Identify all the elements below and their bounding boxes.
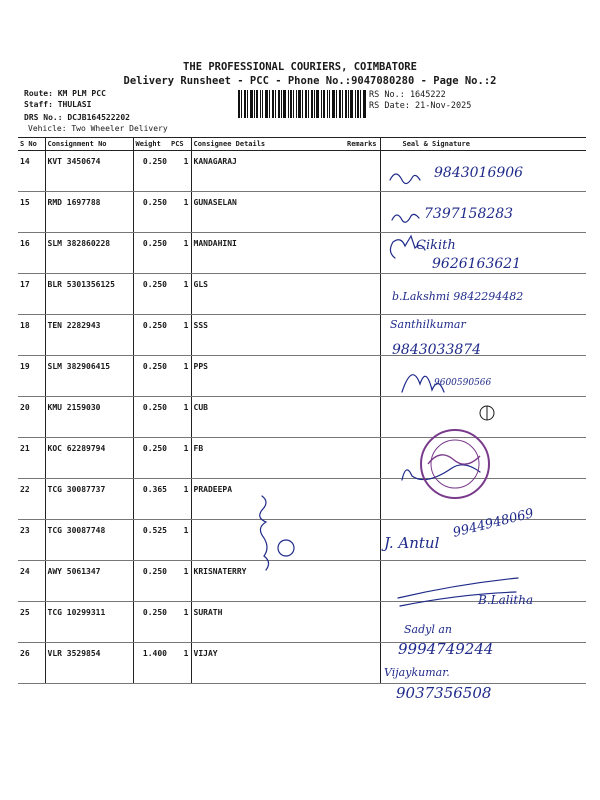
cell-sno: 18 [18, 315, 45, 356]
cell-consignee: PRADEEPA [191, 479, 345, 520]
cell-weight: 0.250 [133, 397, 169, 438]
cell-sno: 17 [18, 274, 45, 315]
handwritten-phone-16: 9626163621 [432, 256, 522, 272]
cell-remarks [345, 233, 380, 274]
cell-pcs: 1 [169, 520, 191, 561]
cell-consignee: MANDAHINI [191, 233, 345, 274]
col-header-consignment: Consignment No [45, 138, 133, 151]
cell-remarks [345, 315, 380, 356]
col-header-sno: S No [18, 138, 45, 151]
cell-remarks [345, 643, 380, 684]
table-row [18, 602, 586, 643]
handwritten-text-17: b.Lakshmi 9842294482 [392, 290, 524, 303]
cell-weight: 0.250 [133, 274, 169, 315]
handwritten-phone-23: 9944948069 [451, 506, 536, 541]
cell-sno: 23 [18, 520, 45, 561]
runsheet-subtitle: Delivery Runsheet - PCC - Phone No.:9047080280 - Page No.:2 [123, 75, 497, 87]
cell-pcs: 1 [169, 479, 191, 520]
cell-consignment: AWY 5061347 [45, 561, 133, 602]
cell-consignee: PPS [191, 356, 345, 397]
cell-sno: 20 [18, 397, 45, 438]
handwritten-phone-25: 9994749244 [398, 640, 494, 658]
table-row [18, 438, 586, 479]
handwritten-name-26: Vijaykumar. [384, 666, 450, 679]
cell-weight: 0.250 [133, 192, 169, 233]
cell-signature [380, 397, 586, 438]
cell-remarks [345, 561, 380, 602]
handwritten-name-24: B.Lalitha [478, 593, 534, 607]
route-label: Route: KM PLM PCC [24, 89, 106, 98]
cell-consignment: VLR 3529854 [45, 643, 133, 684]
cell-pcs: 1 [169, 397, 191, 438]
cell-pcs: 1 [169, 561, 191, 602]
cell-remarks [345, 520, 380, 561]
cell-remarks [345, 602, 380, 643]
cell-remarks [345, 397, 380, 438]
cell-signature [380, 438, 586, 479]
cell-consignee [191, 520, 345, 561]
cell-consignment: TEN 2282943 [45, 315, 133, 356]
cell-consignee: GLS [191, 274, 345, 315]
handwritten-phone-14: 9843016906 [434, 165, 524, 181]
cell-consignment: SLM 382860228 [45, 233, 133, 274]
cell-pcs: 1 [169, 643, 191, 684]
cell-weight: 1.400 [133, 643, 169, 684]
cell-sno: 21 [18, 438, 45, 479]
cell-consignee: FB [191, 438, 345, 479]
cell-consignment: BLR 5301356125 [45, 274, 133, 315]
cell-remarks [345, 438, 380, 479]
cell-sno: 25 [18, 602, 45, 643]
cell-consignment: SLM 382906415 [45, 356, 133, 397]
vehicle-label: Vehicle: Two Wheeler Delivery [28, 124, 168, 133]
cell-weight: 0.250 [133, 356, 169, 397]
rs-number: RS No.: 1645222 [369, 90, 446, 100]
handwritten-phone-15: 7397158283 [424, 206, 514, 222]
handwritten-name-16: Cikith [416, 238, 456, 253]
cell-pcs: 1 [169, 356, 191, 397]
cell-consignee: SSS [191, 315, 345, 356]
cell-sno: 24 [18, 561, 45, 602]
handwritten-phone-19: 9600590566 [434, 378, 492, 388]
table-row [18, 315, 586, 356]
cell-consignment: KMU 2159030 [45, 397, 133, 438]
cell-consignment: KVT 3450674 [45, 151, 133, 192]
cell-consignment: TCG 10299311 [45, 602, 133, 643]
table-row [18, 356, 586, 397]
cell-consignment: RMD 1697788 [45, 192, 133, 233]
drs-label: DRS No.: DCJB164522202 [24, 113, 130, 122]
cell-sno: 15 [18, 192, 45, 233]
handwritten-phone-26: 9037356508 [396, 684, 492, 702]
cell-pcs: 1 [169, 438, 191, 479]
cell-remarks [345, 356, 380, 397]
handwritten-phone-18: 9843033874 [392, 342, 482, 358]
cell-signature [380, 602, 586, 643]
table-header-row [18, 138, 586, 151]
cell-consignment: TCG 30087748 [45, 520, 133, 561]
cell-pcs: 1 [169, 151, 191, 192]
cell-pcs: 1 [169, 315, 191, 356]
cell-weight: 0.525 [133, 520, 169, 561]
company-title: THE PROFESSIONAL COURIERS, COIMBATORE [183, 61, 417, 73]
handwritten-name-25: Sadyl an [404, 623, 453, 636]
col-header-weight: Weight [133, 138, 169, 151]
cell-consignee: SURATH [191, 602, 345, 643]
cell-consignment: TCG 30087737 [45, 479, 133, 520]
cell-consignee: VIJAY [191, 643, 345, 684]
cell-consignee: KRISNATERRY [191, 561, 345, 602]
cell-signature [380, 356, 586, 397]
cell-consignment: KOC 62289794 [45, 438, 133, 479]
handwritten-name-18: Santhilkumar [390, 318, 466, 331]
cell-weight: 0.250 [133, 602, 169, 643]
cell-sno: 16 [18, 233, 45, 274]
cell-weight: 0.250 [133, 561, 169, 602]
rs-date: RS Date: 21-Nov-2025 [369, 101, 472, 111]
cell-remarks [345, 479, 380, 520]
cell-weight: 0.365 [133, 479, 169, 520]
col-header-signature: Seal & Signature [380, 138, 586, 151]
cell-signature [380, 479, 586, 520]
cell-consignee: CUB [191, 397, 345, 438]
cell-consignee: KANAGARAJ [191, 151, 345, 192]
col-header-pcs: PCS [169, 138, 191, 151]
cell-pcs: 1 [169, 602, 191, 643]
cell-remarks [345, 151, 380, 192]
cell-weight: 0.250 [133, 438, 169, 479]
cell-weight: 0.250 [133, 151, 169, 192]
cell-remarks [345, 192, 380, 233]
cell-sno: 22 [18, 479, 45, 520]
cell-sno: 19 [18, 356, 45, 397]
cell-sno: 26 [18, 643, 45, 684]
handwritten-name-23: J. Antul [384, 534, 440, 552]
staff-label: Staff: THULASI [24, 100, 92, 109]
cell-consignee: GUNASELAN [191, 192, 345, 233]
cell-pcs: 1 [169, 192, 191, 233]
cell-pcs: 1 [169, 274, 191, 315]
col-header-consignee: Consignee Details [191, 138, 345, 151]
cell-pcs: 1 [169, 233, 191, 274]
col-header-remarks: Remarks [345, 138, 380, 151]
cell-weight: 0.250 [133, 315, 169, 356]
cell-weight: 0.250 [133, 233, 169, 274]
cell-sno: 14 [18, 151, 45, 192]
cell-remarks [345, 274, 380, 315]
table-row [18, 643, 586, 684]
table-row [18, 397, 586, 438]
barcode [238, 90, 366, 118]
